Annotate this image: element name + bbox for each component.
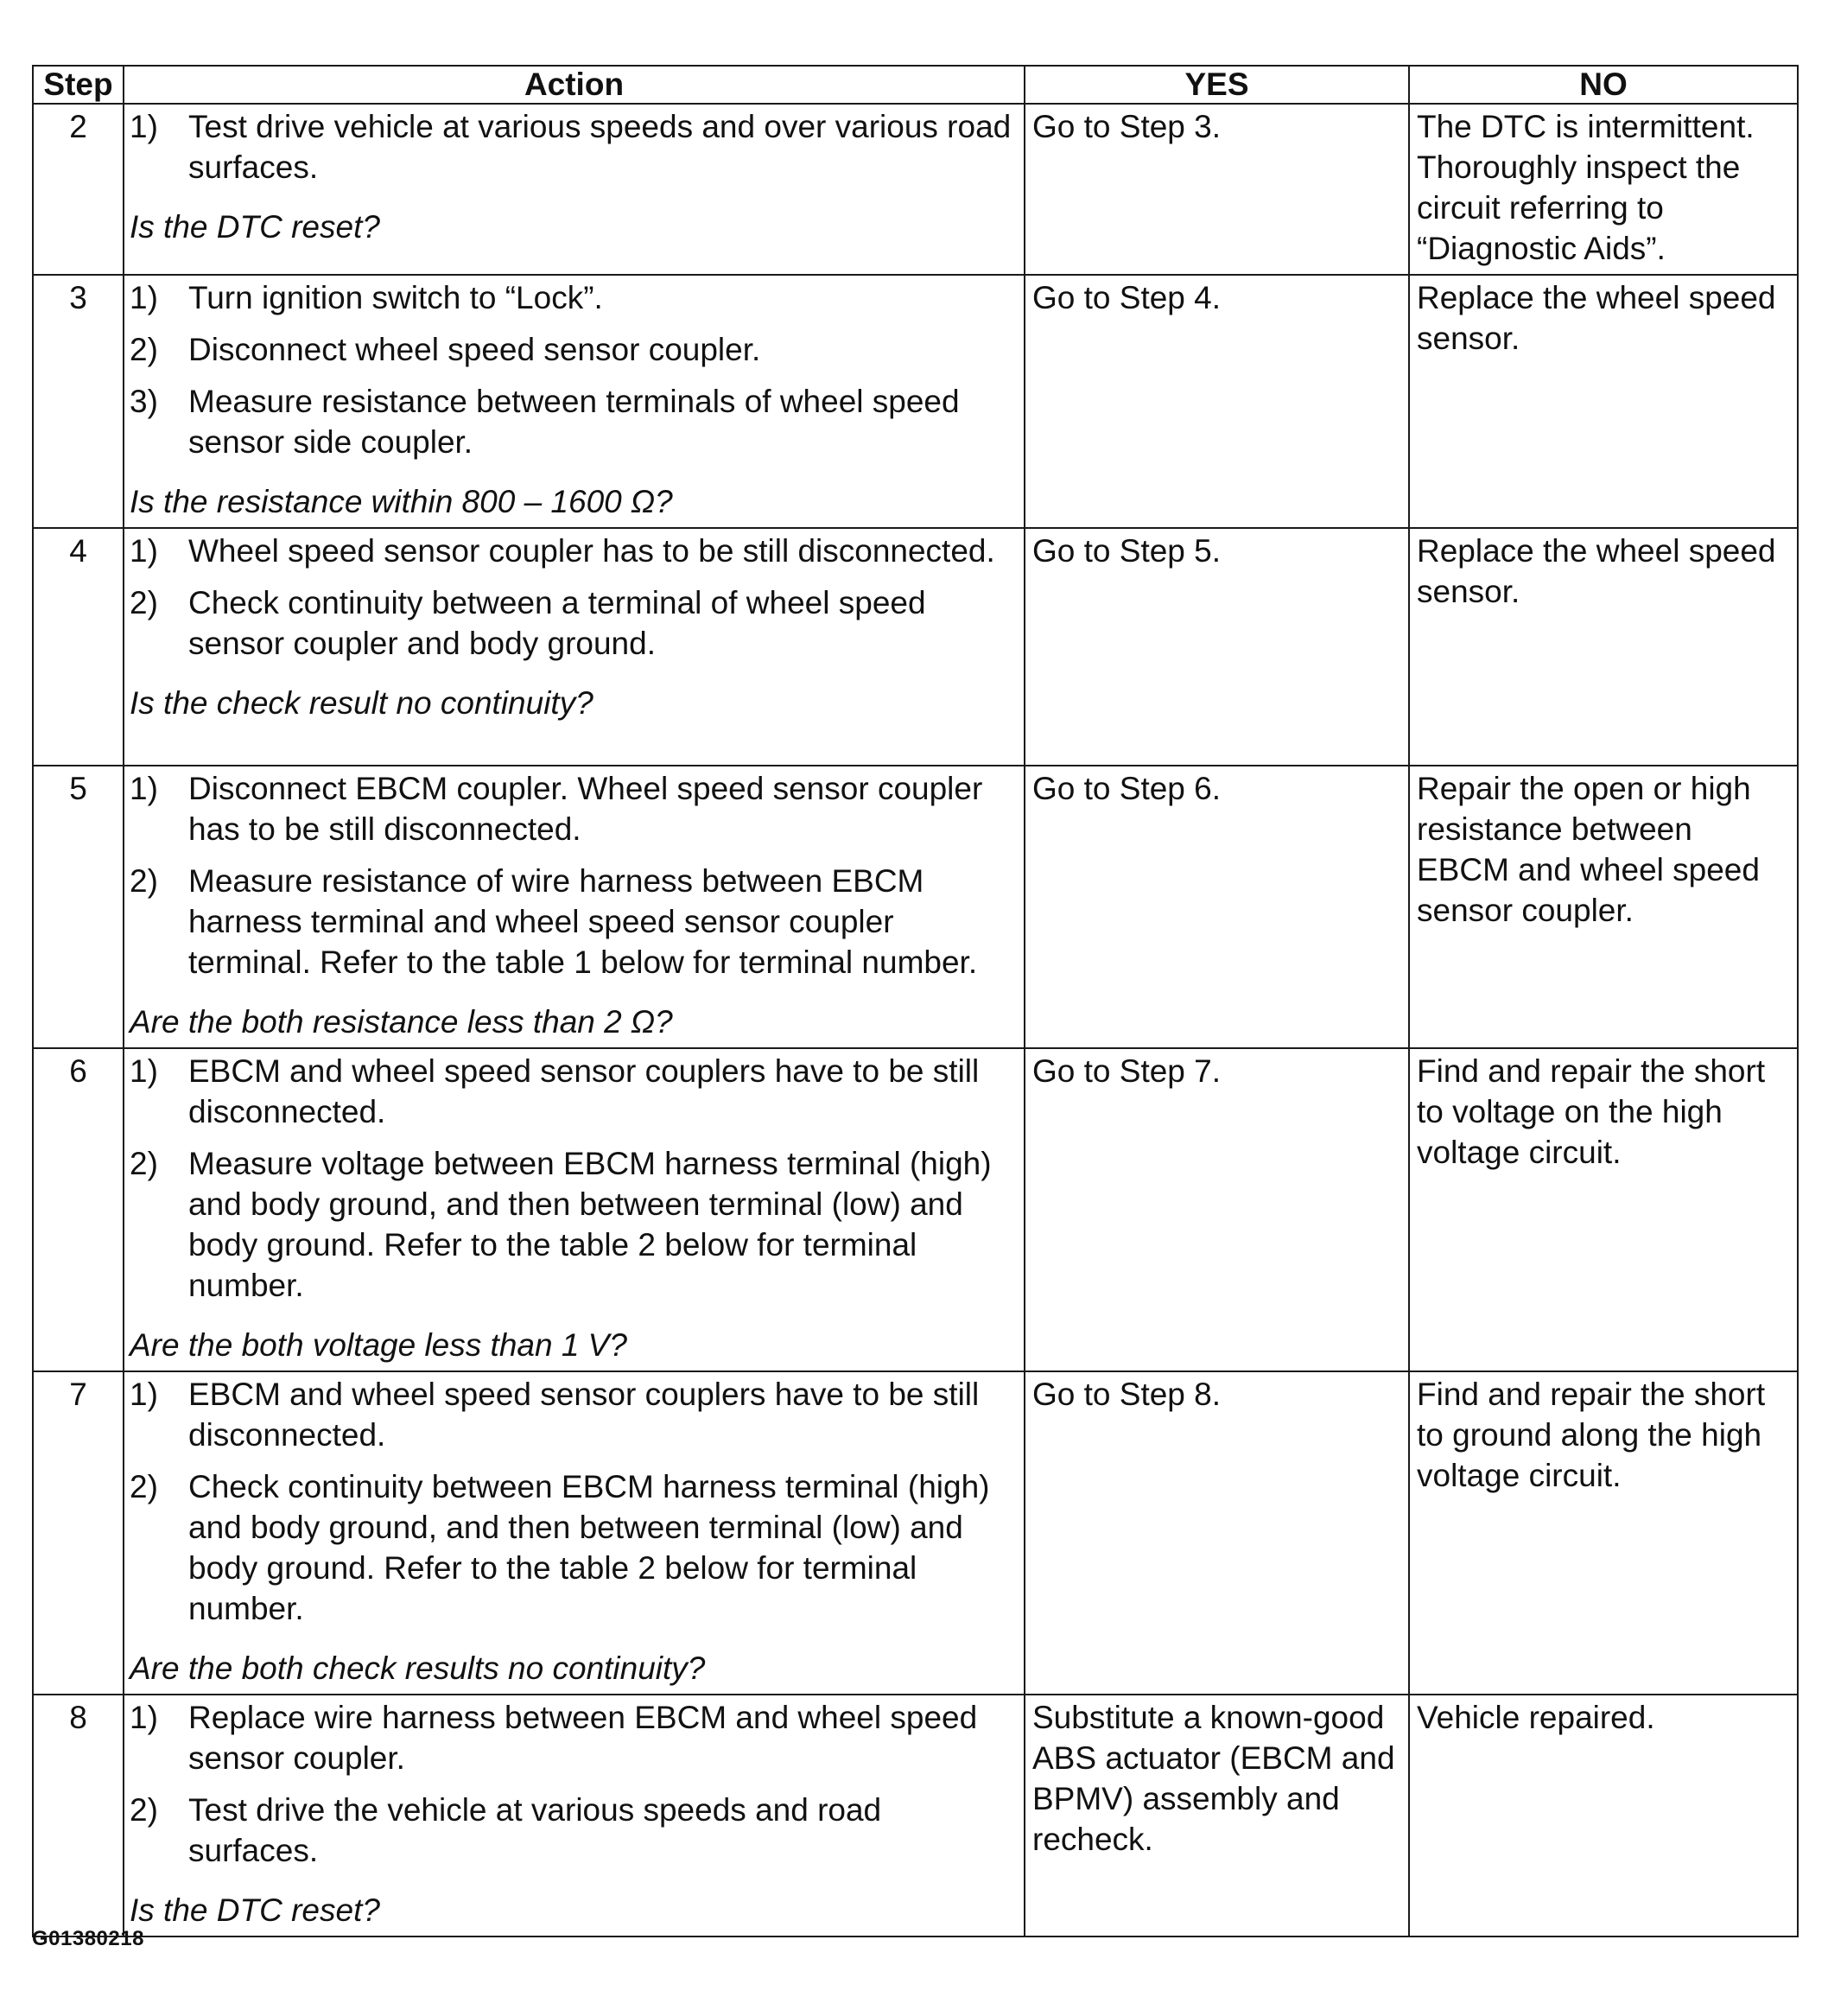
- action-item-number: 1): [130, 109, 158, 144]
- action-item-text: Test drive vehicle at various speeds and over various road surfaces.: [188, 109, 1012, 185]
- action-item-number: 1): [130, 771, 158, 806]
- action-item-number: 1): [130, 1053, 158, 1089]
- action-item-number: 1): [130, 1700, 158, 1735]
- action-item-number: 2): [130, 1469, 158, 1504]
- action-question: Is the DTC reset?: [130, 1892, 380, 1928]
- action-cell: [124, 1048, 1025, 1371]
- action-item-text: Test drive the vehicle at various speeds and road surfaces.: [188, 1792, 882, 1868]
- header-yes: YES: [1025, 66, 1409, 104]
- header-action: Action: [124, 66, 1025, 104]
- action-cell: [124, 766, 1025, 1048]
- yes-result: Go to Step 6.: [1025, 766, 1409, 1048]
- action-item-text: Replace wire harness between EBCM and wheel speed sensor coupler.: [188, 1700, 978, 1776]
- action-item-number: 2): [130, 1792, 158, 1828]
- yes-result: Go to Step 8.: [1025, 1371, 1409, 1695]
- yes-result: Substitute a known-good ABS actuator (EBCM and BPMV) assembly and recheck.: [1025, 1695, 1409, 1937]
- table-row: [33, 104, 1798, 275]
- action-item-text: Disconnect EBCM coupler. Wheel speed sensor coupler has to be still disconnected.: [188, 771, 983, 847]
- table-row: [33, 528, 1798, 766]
- table-row: [33, 766, 1798, 1048]
- action-question: Are the both voltage less than 1 V?: [130, 1327, 627, 1363]
- action-item: [130, 582, 1019, 664]
- step-number: 7: [33, 1371, 124, 1695]
- action-item-number: 2): [130, 863, 158, 899]
- action-cell: [124, 104, 1025, 275]
- action-item-text: Disconnect wheel speed sensor coupler.: [188, 332, 761, 367]
- step-number: 5: [33, 766, 124, 1048]
- table-body: [33, 104, 1798, 1937]
- yes-result: Go to Step 4.: [1025, 275, 1409, 528]
- header-no: NO: [1409, 66, 1798, 104]
- action-item: [130, 1697, 1019, 1778]
- action-item-text: Measure resistance between terminals of wheel speed sensor side coupler.: [188, 384, 960, 460]
- step-number: 4: [33, 528, 124, 766]
- action-cell: [124, 1371, 1025, 1695]
- yes-result: Go to Step 5.: [1025, 528, 1409, 766]
- action-item: [130, 1466, 1019, 1629]
- header-row: [33, 66, 1798, 104]
- diagnostic-procedure-table: [32, 65, 1799, 1937]
- action-item-text: Turn ignition switch to “Lock”.: [188, 280, 603, 315]
- action-item-number: 1): [130, 1377, 158, 1412]
- table-row: [33, 1371, 1798, 1695]
- action-item-number: 2): [130, 332, 158, 367]
- action-item-number: 2): [130, 1146, 158, 1181]
- action-item-text: Measure voltage between EBCM harness terminal (high) and body ground, and then between terminal (low) and body ground. Refer to the table 2 below for terminal number.: [188, 1146, 992, 1303]
- no-result: The DTC is intermittent. Thoroughly inspect the circuit referring to “Diagnostic Aids”.: [1409, 104, 1798, 275]
- no-result: Find and repair the short to voltage on the high voltage circuit.: [1409, 1048, 1798, 1371]
- action-item: [130, 768, 1019, 849]
- action-item-number: 2): [130, 585, 158, 620]
- action-item: [130, 1143, 1019, 1306]
- table-row: [33, 1048, 1798, 1371]
- step-number: 6: [33, 1048, 124, 1371]
- action-question: Is the resistance within 800 – 1600 Ω?: [130, 484, 673, 519]
- table-row: [33, 275, 1798, 528]
- action-cell: [124, 528, 1025, 766]
- action-item-text: Check continuity between EBCM harness terminal (high) and body ground, and then between terminal (low) and body ground. Refer to the table 2 below for terminal number.: [188, 1469, 990, 1626]
- action-cell: [124, 275, 1025, 528]
- action-item: [130, 106, 1019, 188]
- action-question: Are the both check results no continuity?: [130, 1650, 706, 1686]
- action-item-number: 1): [130, 280, 158, 315]
- no-result: Replace the wheel speed sensor.: [1409, 528, 1798, 766]
- action-item-number: 1): [130, 533, 158, 569]
- no-result: Replace the wheel speed sensor.: [1409, 275, 1798, 528]
- action-item: [130, 277, 1019, 318]
- action-item-text: EBCM and wheel speed sensor couplers have to be still disconnected.: [188, 1377, 980, 1453]
- action-item-number: 3): [130, 384, 158, 419]
- no-result: Find and repair the short to ground along the high voltage circuit.: [1409, 1371, 1798, 1695]
- action-item: [130, 1790, 1019, 1871]
- action-item-text: Measure resistance of wire harness between EBCM harness terminal and wheel speed sensor coupler terminal. Refer to the table 1 below for terminal number.: [188, 863, 978, 980]
- step-number: 2: [33, 104, 124, 275]
- action-question: Are the both resistance less than 2 Ω?: [130, 1004, 673, 1040]
- table-row: [33, 1695, 1798, 1937]
- yes-result: Go to Step 3.: [1025, 104, 1409, 275]
- action-item-text: Wheel speed sensor coupler has to be still disconnected.: [188, 533, 995, 569]
- figure-id: G01380218: [32, 1927, 144, 1950]
- action-cell: [124, 1695, 1025, 1937]
- action-item-text: Check continuity between a terminal of wheel speed sensor coupler and body ground.: [188, 585, 926, 661]
- action-item: [130, 861, 1019, 983]
- step-number: 3: [33, 275, 124, 528]
- action-question: Is the check result no continuity?: [130, 685, 593, 721]
- action-item-text: EBCM and wheel speed sensor couplers have to be still disconnected.: [188, 1053, 980, 1129]
- action-item: [130, 1374, 1019, 1455]
- action-question: Is the DTC reset?: [130, 209, 380, 245]
- action-item: [130, 531, 1019, 571]
- no-result: Repair the open or high resistance between EBCM and wheel speed sensor coupler.: [1409, 766, 1798, 1048]
- action-item: [130, 329, 1019, 370]
- yes-result: Go to Step 7.: [1025, 1048, 1409, 1371]
- header-step: Step: [33, 66, 124, 104]
- action-item: [130, 381, 1019, 462]
- no-result: Vehicle repaired.: [1409, 1695, 1798, 1937]
- step-number: 8: [33, 1695, 124, 1937]
- action-item: [130, 1051, 1019, 1132]
